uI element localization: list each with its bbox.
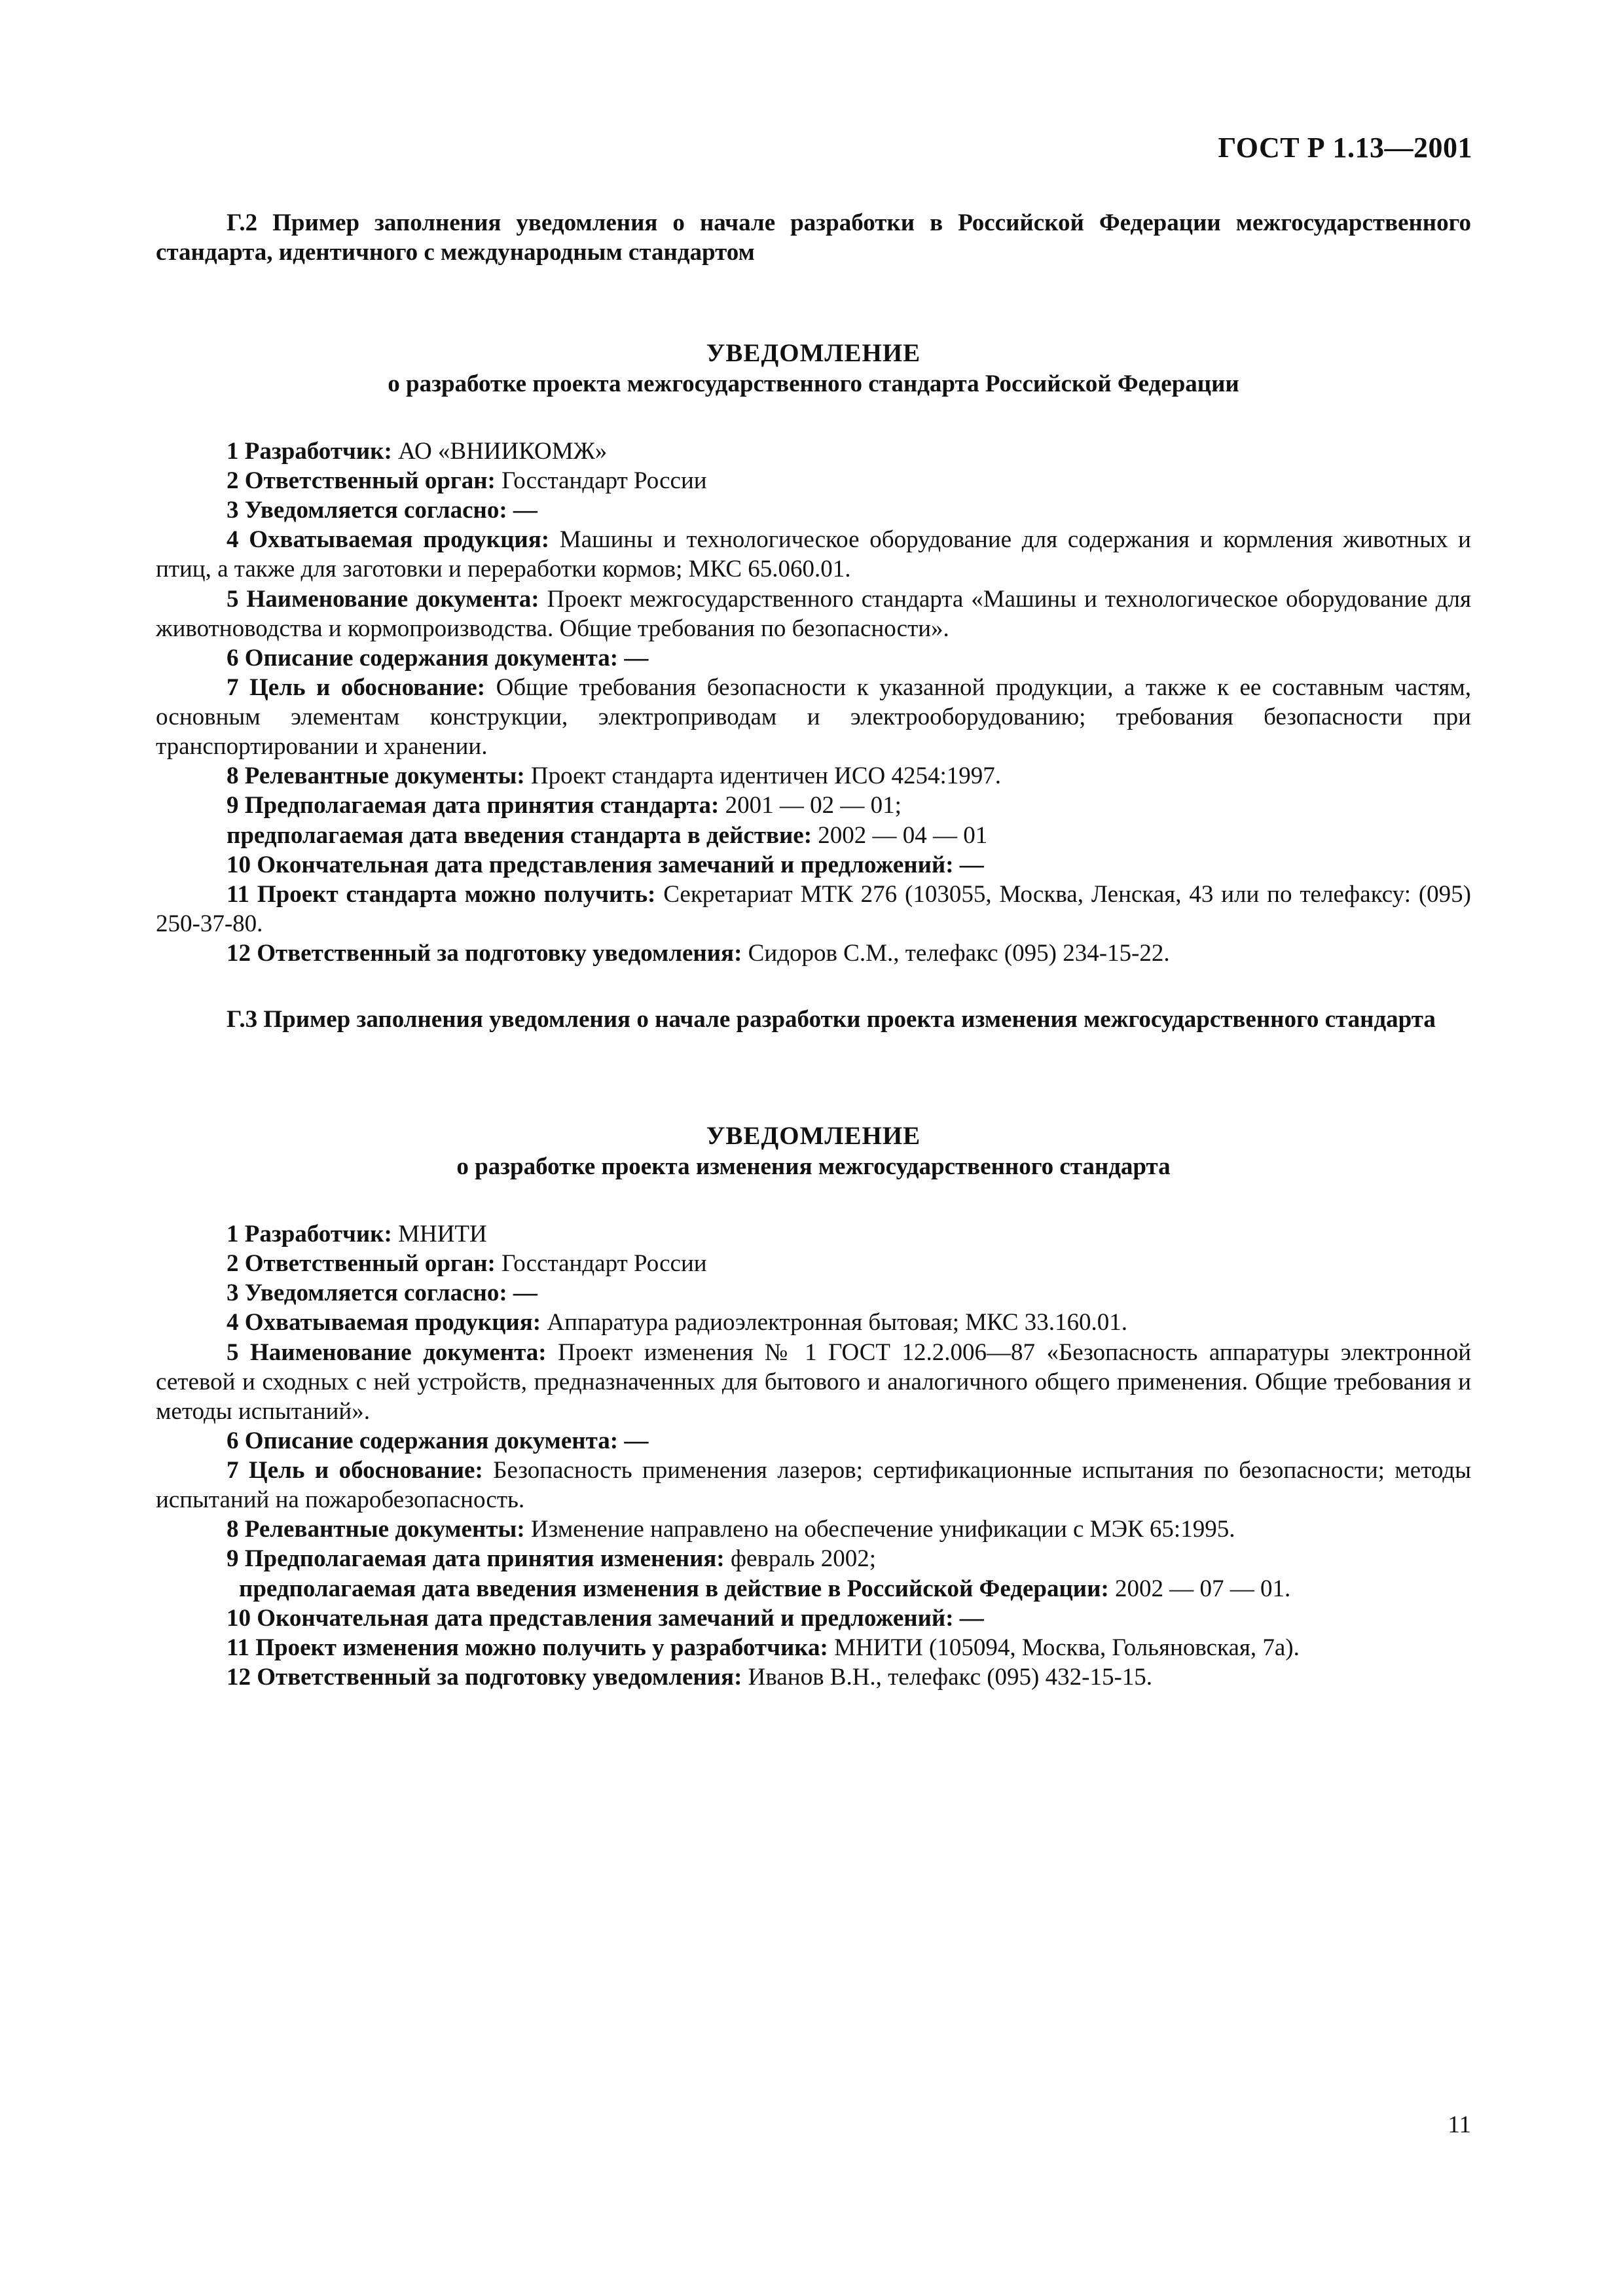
notice-item: [156, 584, 1471, 643]
spacer: [156, 1181, 1471, 1219]
notice-title: УВЕДОМЛЕНИЕ: [706, 339, 921, 368]
item-label: 5 Наименование документа:: [227, 1338, 547, 1366]
item-text: Проект межгосударственного стандарта «Машины и технологическое оборудование для животноводства и кормопроизводства. Общие требования по безопасности».: [156, 585, 1472, 642]
item-label: 8 Релевантные документы:: [227, 1516, 525, 1543]
item-label: предполагаемая дата введения стандарта в действие:: [227, 821, 812, 849]
item-label: 9 Предполагаемая дата принятия стандарта:: [227, 792, 720, 819]
notice-item: [156, 761, 1471, 791]
notice-item: [156, 1456, 1471, 1515]
notice-item: [156, 880, 1471, 939]
spacer: [156, 968, 1471, 1005]
notice-item: [156, 525, 1471, 584]
item-label: 11 Проект изменения можно получить у разработчика:: [227, 1634, 828, 1661]
item-label: 3 Уведомляется согласно: —: [227, 497, 538, 524]
item-label: 6 Описание содержания документа: —: [227, 1427, 649, 1454]
notice-item: [156, 495, 1471, 525]
item-text: Иванов В.Н., телефакс (095) 432-15-15.: [742, 1663, 1153, 1691]
document-code: ГОСТ Р 1.13—2001: [1218, 132, 1472, 164]
item-label: 9 Предполагаемая дата принятия изменения:: [227, 1545, 725, 1573]
item-text: Проект стандарта идентичен ИСО 4254:1997.: [524, 762, 1002, 790]
notice-item: [156, 1574, 1471, 1604]
item-text: Госстандарт России: [495, 467, 707, 495]
notice-item: [156, 466, 1471, 495]
item-text: Госстандарт России: [495, 1250, 707, 1278]
notice-item: [156, 1308, 1471, 1337]
item-text: Сидоров С.М., телефакс (095) 234-15-22.: [742, 940, 1170, 967]
item-text: 2002 — 04 — 01: [812, 821, 988, 849]
item-label: 8 Релевантные документы:: [227, 762, 525, 790]
notice-subtitle: о разработке проекта межгосударственного стандарта Российской Федерации: [388, 370, 1239, 397]
spacer: [156, 399, 1471, 437]
notice-item: [156, 850, 1471, 880]
document-content: [156, 208, 1471, 1692]
item-label: 10 Окончательная дата представления замечаний и предложений: —: [227, 851, 984, 878]
notice-items-g2: [156, 437, 1471, 968]
item-label: 12 Ответственный за подготовку уведомления:: [227, 1663, 742, 1691]
section-title-g2: Г.2 Пример заполнения уведомления о начале разработки в Российской Федерации межгосударственного стандарта, идентичного с международным стандартом: [156, 209, 1471, 266]
spacer: [156, 267, 1471, 338]
item-text: Проект изменения № 1 ГОСТ 12.2.006—87 «Безопасность аппаратуры электронной сетевой и сходных с ней устройств, предназначенных для бытового и аналогичного общего применения. Общие требования и методы испытаний».: [156, 1338, 1471, 1425]
notice-subtitle: о разработке проекта изменения межгосударственного стандарта: [456, 1153, 1171, 1180]
item-label: 6 Описание содержания документа: —: [227, 644, 649, 672]
notice-item: [156, 791, 1471, 820]
notice-item: [156, 1515, 1471, 1544]
item-text: Машины и технологическое оборудование для содержания и кормления животных и птиц, а также для заготовки и переработки кормов; МКС 65.060.01.: [156, 526, 1471, 583]
spacer: [156, 1034, 1471, 1121]
notice-item: [156, 643, 1471, 673]
item-text: 2001 — 02 — 01;: [719, 792, 902, 819]
notice-item: [156, 1219, 1471, 1249]
notice-item: [156, 1544, 1471, 1573]
item-label: 7 Цель и обоснование:: [227, 1457, 483, 1484]
item-label: 1 Разработчик:: [227, 1221, 392, 1248]
item-text: АО «ВНИИКОМЖ»: [392, 437, 608, 465]
notice-item: [156, 437, 1471, 466]
notice-heading-g3: [156, 1121, 1471, 1181]
item-label: 4 Охватываемая продукция:: [227, 1309, 541, 1336]
notice-item: [156, 1633, 1471, 1662]
item-label: 4 Охватываемая продукция:: [227, 526, 550, 554]
item-text: МНИТИ (105094, Москва, Гольяновская, 7а).: [828, 1634, 1300, 1661]
notice-item: [156, 673, 1471, 761]
item-label: 5 Наименование документа:: [227, 585, 539, 613]
item-label: 12 Ответственный за подготовку уведомления:: [227, 940, 742, 967]
notice-heading-g2: [156, 338, 1471, 399]
notice-item: [156, 939, 1471, 968]
item-label: 7 Цель и обоснование:: [227, 673, 486, 701]
item-label: предполагаемая дата введения изменения в действие в Российской Федерации:: [239, 1575, 1109, 1602]
item-label: 1 Разработчик:: [227, 437, 392, 465]
notice-item: [156, 1278, 1471, 1308]
notice-items-g3: [156, 1219, 1471, 1692]
notice-item: [156, 1604, 1471, 1633]
notice-item: [156, 1249, 1471, 1278]
notice-item: [156, 1662, 1471, 1692]
item-text: Общие требования безопасности к указанной продукции, а также к ее составным частям, основным элементам конструкции, электроприводам и электрооборудованию; требования безопасности при транспортировании и хранении.: [156, 673, 1471, 761]
item-text: Изменение направлено на обеспечение унификации с МЭК 65:1995.: [524, 1516, 1235, 1543]
item-text: февраль 2002;: [724, 1545, 876, 1573]
item-label: 2 Ответственный орган:: [227, 467, 496, 495]
item-label: 11 Проект стандарта можно получить:: [227, 880, 656, 908]
item-label: 10 Окончательная дата представления замечаний и предложений: —: [227, 1604, 984, 1632]
notice-item: [156, 821, 1471, 850]
section-title-g3: Г.3 Пример заполнения уведомления о начале разработки проекта изменения межгосударственного стандарта: [227, 1006, 1436, 1033]
page-number: 11: [1448, 2111, 1471, 2138]
item-text: Секретариат МТК 276 (103055, Москва, Ленская, 43 или по телефаксу: (095) 250-37-80.: [156, 880, 1472, 937]
notice-item: [156, 1338, 1471, 1426]
notice-item: [156, 1426, 1471, 1456]
item-label: 3 Уведомляется согласно: —: [227, 1280, 538, 1307]
item-text: Аппаратура радиоэлектронная бытовая; МКС 33.160.01.: [541, 1309, 1128, 1336]
item-text: Безопасность применения лазеров; сертификационные испытания по безопасности; методы испытаний на пожаробезопасность.: [156, 1457, 1471, 1514]
item-text: 2002 — 07 — 01.: [1108, 1575, 1291, 1602]
item-text: МНИТИ: [392, 1221, 487, 1248]
item-label: 2 Ответственный орган:: [227, 1250, 496, 1278]
notice-title: УВЕДОМЛЕНИЕ: [706, 1122, 921, 1151]
